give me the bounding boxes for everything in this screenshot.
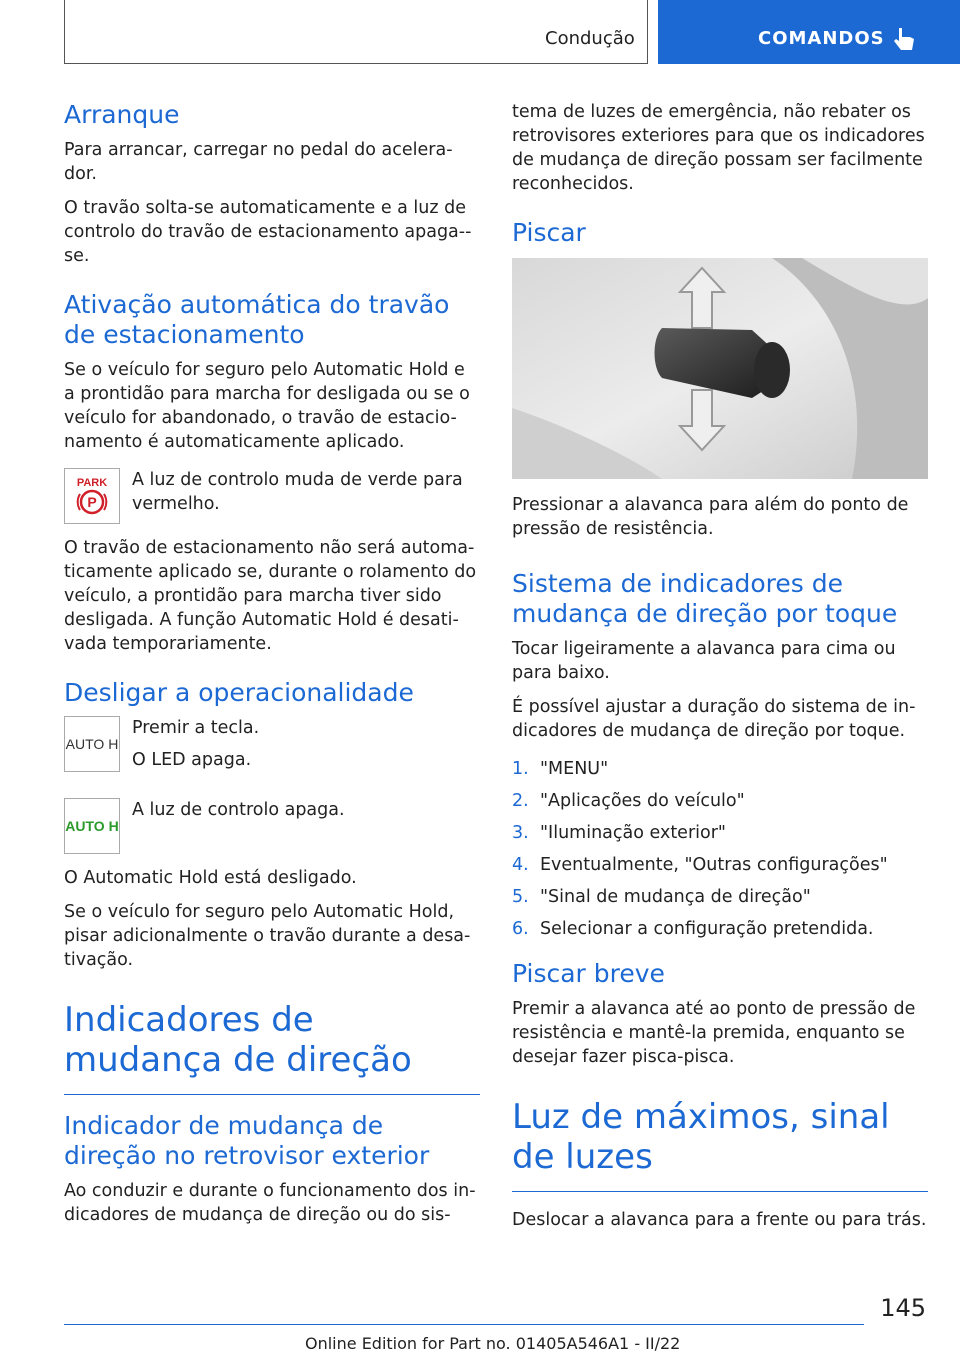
breve-text: Premir a alavanca até ao ponto de pressão de resistência e mantê-la premida, enquanto se desejar fazer pisca-pisca.: [512, 999, 916, 1067]
ativacao-text-2: O travão de estacionamento não será automa-ticamente aplicado se, durante o rolamento do veículo, a prontidão para marcha tiver sido desligada. A função Automatic Hold é desati-vada temporariamente.: [64, 538, 477, 654]
heading-desligar: Desligar a operacionalidade: [64, 678, 414, 707]
maximos-text: Deslocar a alavanca para a frente ou para trás.: [512, 1210, 927, 1230]
header-section-title: Condução: [545, 28, 635, 49]
continuation-text: tema de luzes de emergência, não rebater os retrovisores exteriores para que os indicadores de mudança de direção possam ser facilmente reconhecidos.: [512, 102, 925, 194]
toque-text-2: É possível ajustar a duração do sistema de in-dicadores de mudança de direção por toque.: [512, 697, 916, 741]
heading-piscar-breve: Piscar breve: [512, 959, 665, 988]
list-item: 3. "Iluminação exterior": [512, 823, 726, 843]
heading-piscar: Piscar: [512, 218, 586, 247]
auto-h-led-text: O LED apaga.: [132, 750, 252, 770]
header-chapter-label: COMANDOS: [758, 28, 885, 49]
list-item: 6. Selecionar a configuração pretendida.: [512, 919, 874, 939]
svg-text:PARK: PARK: [76, 477, 108, 489]
desligar-text-1: O Automatic Hold está desligado.: [64, 868, 357, 888]
list-item: 4. Eventualmente, "Outras configurações": [512, 855, 888, 875]
arranque-text-2: O travão solta-se automaticamente e a luz de controlo do travão de estacionamento apaga--se.: [64, 198, 472, 266]
hand-pointer-icon: [893, 26, 915, 52]
heading-maximos: Luz de máximos, sinal de luzes: [512, 1097, 928, 1192]
park-indicator-text: A luz de controlo muda de verde para vermelho.: [132, 470, 463, 514]
park-indicator-row: [64, 468, 480, 524]
page-number: 145: [880, 1294, 926, 1322]
arranque-text-1: Para arrancar, carregar no pedal do acelera-dor.: [64, 140, 453, 184]
heading-indicadores: Indicadores de mudança de direção: [64, 1000, 480, 1095]
auto-h-indicator-text: A luz de controlo apaga.: [132, 800, 345, 820]
toque-text-1: Tocar ligeiramente a alavanca para cima ou para baixo.: [512, 639, 896, 683]
footer-edition: Online Edition for Part no. 01405A546A1 - II/22: [305, 1334, 681, 1353]
list-item: 5. "Sinal de mudança de direção": [512, 887, 811, 907]
toque-steps-list: [512, 757, 928, 941]
heading-arranque: Arranque: [64, 100, 180, 129]
turn-signal-lever-photo: [512, 258, 928, 479]
header-chapter-tab[interactable]: [658, 0, 960, 64]
auto-h-button-row: [64, 716, 480, 780]
auto-h-indicator-icon: AUTO H: [64, 798, 120, 854]
right-column: [512, 100, 928, 1242]
left-column: [64, 100, 480, 1237]
list-item: 1. "MENU": [512, 759, 609, 779]
auto-h-indicator-row: [64, 798, 480, 854]
footer-divider: [64, 1324, 864, 1325]
heading-indicador-retrovisor: Indicador de mudança de direção no retrovisor exterior: [64, 1111, 430, 1170]
park-brake-icon: [64, 468, 120, 524]
auto-h-step-text: Premir a tecla.: [132, 718, 260, 738]
heading-ativacao: Ativação automática do travão de estacionamento: [64, 290, 450, 349]
indicadores-text-1: Ao conduzir e durante o funcionamento dos in-dicadores de mudança de direção ou do sis-: [64, 1181, 476, 1225]
desligar-text-2: Se o veículo for seguro pelo Automatic Hold, pisar adicionalmente o travão durante a desa-tivação.: [64, 902, 471, 970]
svg-text:P: P: [87, 494, 97, 510]
auto-h-button-icon: AUTO H: [64, 716, 120, 772]
heading-toque: Sistema de indicadores de mudança de direção por toque: [512, 569, 898, 628]
ativacao-text-1: Se o veículo for seguro pelo Automatic Hold e a prontidão para marcha for desligada ou se o veículo for abandonado, o travão de estacio-namento é automaticamente aplicado.: [64, 360, 470, 452]
piscar-text: Pressionar a alavanca para além do ponto de pressão de resistência.: [512, 495, 909, 539]
list-item: 2. "Aplicações do veículo": [512, 791, 745, 811]
